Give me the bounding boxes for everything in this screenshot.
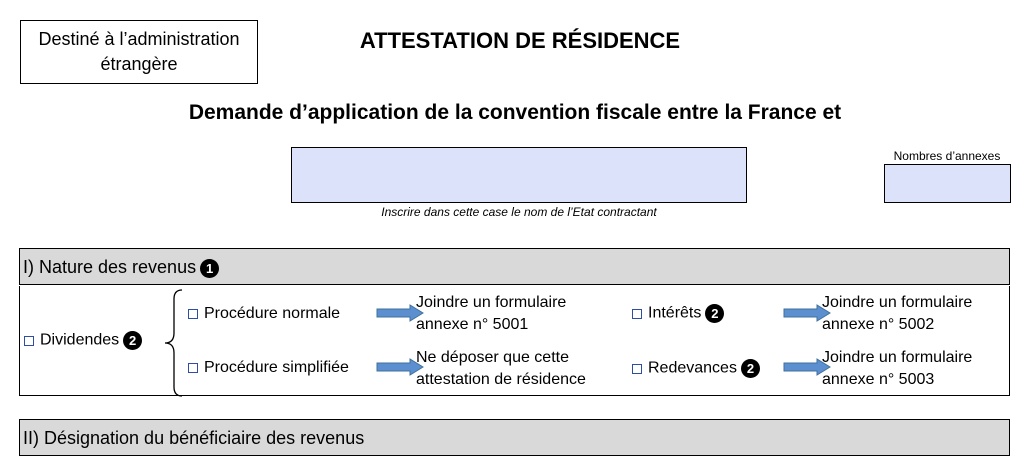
redevances-option[interactable] [632,359,760,378]
interets-instruction [822,292,972,336]
procedure-simplifiee-text-1: Ne déposer que cette [416,349,569,366]
interets-badge: 2 [705,304,724,323]
state-name-input[interactable] [291,147,747,203]
checkbox-dividendes[interactable] [24,336,34,346]
interets-text-1: Joindre un formulaire [822,294,973,311]
section-2-header [19,419,1010,456]
redevances-label: Redevances [648,359,737,377]
redevances-text-1: Joindre un formulaire [822,349,973,366]
interets-text-2: annexe n° 5002 [822,316,935,333]
page-title: ATTESTATION DE RÉSIDENCE [359,28,681,53]
annexes-count-input[interactable] [884,164,1011,203]
procedure-normale-text-1: Joindre un formulaire [416,294,567,311]
checkbox-procedure-simplifiee[interactable] [188,363,198,373]
section-2-title: II) Désignation du bénéficiaire des revenus [23,428,365,448]
destination-line-1: Destiné à l’administration [38,29,240,49]
state-caption: Inscrire dans cette case le nom de l’Etat contractant [381,205,657,219]
redevances-badge: 2 [741,359,760,378]
procedure-normale-option[interactable] [188,305,340,323]
dividendes-badge: 2 [123,331,142,350]
checkbox-procedure-normale[interactable] [188,309,198,319]
procedure-simplifiee-option[interactable] [188,359,349,377]
interets-label: Intérêts [648,304,702,322]
brace-icon [160,289,184,397]
procedure-simplifiee-label: Procédure simplifiée [204,359,349,376]
section-1-header [19,248,1010,285]
checkbox-interets[interactable] [632,309,642,319]
procedure-normale-instruction [416,292,566,336]
destination-line-2: étrangère [100,54,178,74]
dividendes-option[interactable] [24,331,142,350]
destination-box [20,20,258,84]
procedure-simplifiee-instruction [416,347,586,391]
redevances-instruction [822,347,972,391]
redevances-text-2: annexe n° 5003 [822,371,935,388]
procedure-normale-text-2: annexe n° 5001 [416,316,529,333]
interets-option[interactable] [632,304,724,323]
checkbox-redevances[interactable] [632,364,642,374]
annexes-label: Nombres d’annexes [893,149,1001,163]
info-badge: 1 [200,259,219,278]
page-subtitle: Demande d’application de la convention fiscale entre la France et [188,101,842,124]
section-1-title: I) Nature des revenus [23,257,197,277]
dividendes-label: Dividendes [40,331,120,349]
procedure-normale-label: Procédure normale [204,305,341,322]
procedure-simplifiee-text-2: attestation de résidence [416,371,586,388]
